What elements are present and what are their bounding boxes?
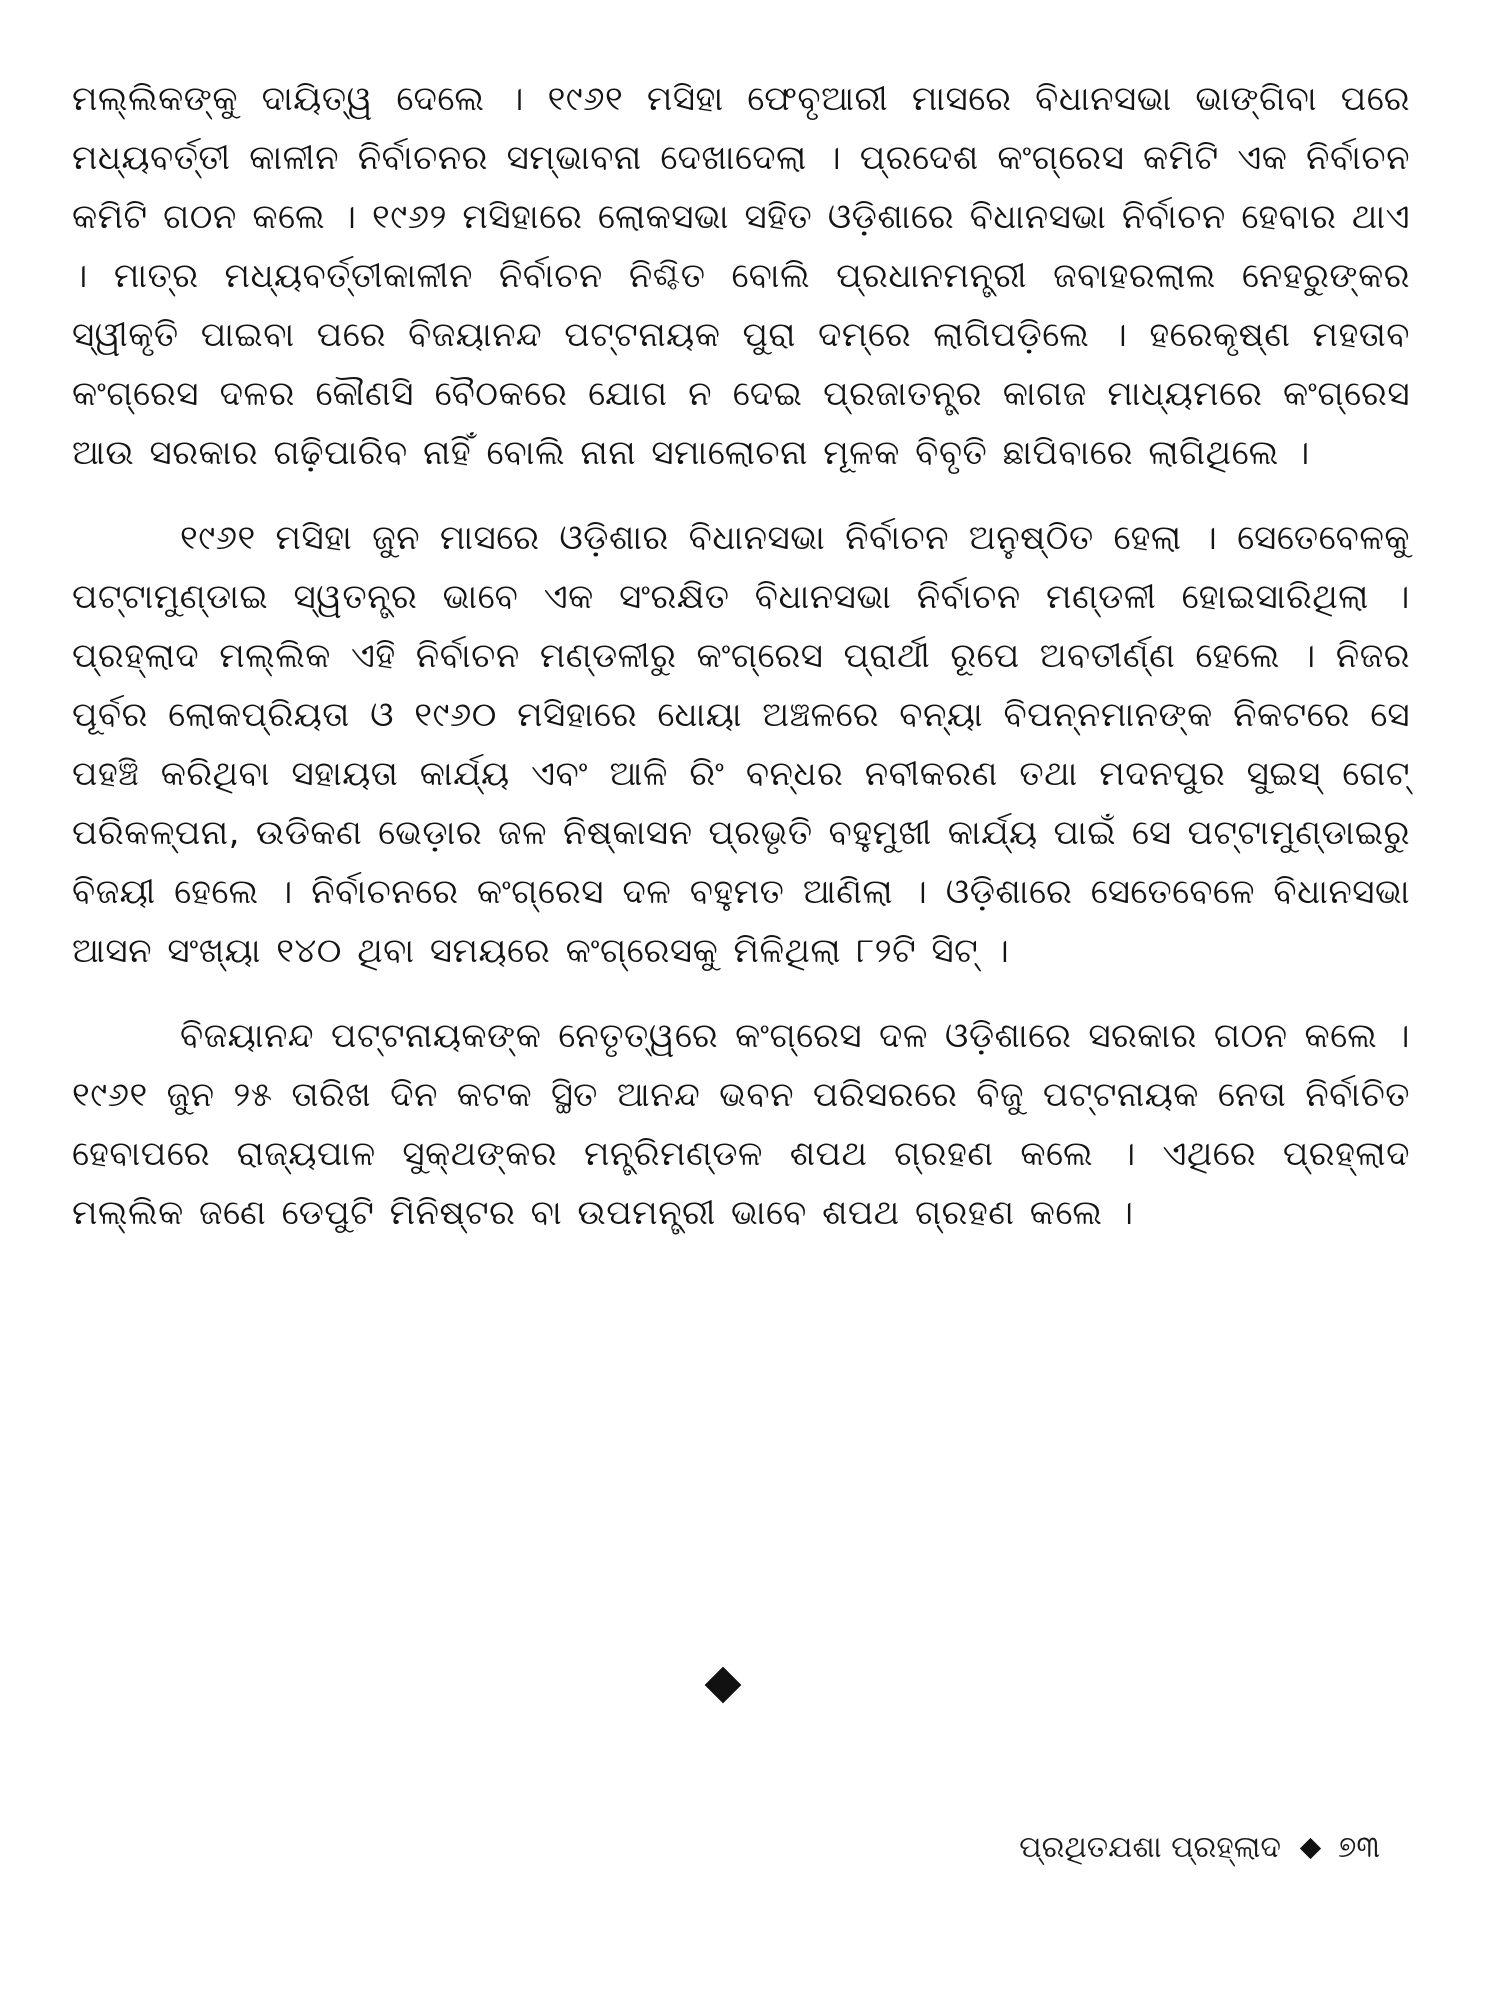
paragraph-3: ବିଜୟାନନ୍ଦ ପଟ୍ଟନାୟକଙ୍କ ନେତୃତ୍ୱରେ କଂଗ୍ରେସ ଦଳ ଓଡ଼ିଶାରେ ସରକାର ଗଠନ କଲେ । ୧୯୬୧ ଜୁନ ୨୫ ତାରିଖ ଦିନ କଟକ ସ୍ଥିତ ଆନନ୍ଦ ଭବନ ପରିସରରେ ବିଜୁ ପଟ୍ଟନାୟକ ନେତା ନିର୍ବାଚିତ ହେବାପରେ ରାଜ୍ୟପାଳ ସୁକ୍ଥଙ୍କର ମନ୍ତ୍ରିମଣ୍ଡଳ ଶପଥ ଗ୍ରହଣ କଲେ । ଏଥିରେ ପ୍ରହ୍ଲାଦ ମଲ୍ଲିକ ଜଣେ ଡେପୁଟି ମିନିଷ୍ଟର ବା ଉପମନ୍ତ୍ରୀ ଭାବେ ଶପଥ ଗ୍ରହଣ କଲେ ।: [72, 1016, 1410, 1233]
paragraph-2: ୧୯୬୧ ମସିହା ଜୁନ ମାସରେ ଓଡ଼ିଶାର ବିଧାନସଭା ନିର୍ବାଚନ ଅନୁଷ୍ଠିତ ହେଲା । ସେତେବେଳକୁ ପଟ୍ଟାମୁଣ୍ଡାଇ ସ୍ୱତନ୍ତ୍ର ଭାବେ ଏକ ସଂରକ୍ଷିତ ବିଧାନସଭା ନିର୍ବାଚନ ମଣ୍ଡଳୀ ହୋଇସାରିଥିଲା । ପ୍ରହ୍ଲାଦ ମଲ୍ଲିକ ଏହି ନିର୍ବାଚନ ମଣ୍ଡଳୀରୁ କଂଗ୍ରେସ ପ୍ରାର୍ଥୀ ରୂପେ ଅବତୀର୍ଣ୍ଣ ହେଲେ । ନିଜର ପୂର୍ବର ଲୋକପ୍ରିୟତା ଓ ୧୯୬୦ ମସିହାରେ ଧୋୟା ଅଞ୍ଚଳରେ ବନ୍ୟା ବିପନ୍ନମାନଙ୍କ ନିକଟରେ ସେ ପହଞ୍ଚି କରିଥିବା ସହାୟତା କାର୍ଯ୍ୟ ଏବଂ ଆଳି ରିଂ ବନ୍ଧର ନବୀକରଣ ତଥା ମଦନପୁର ସୁଇସ୍ ଗେଟ୍ ପରିକଳ୍ପନା, ଉଡିକଣ ଭେଡ଼ାର ଜଳ ନିଷ୍କାସନ ପ୍ରଭୃତି ବହୁମୁଖୀ କାର୍ଯ୍ୟ ପାଇଁ ସେ ପଟ୍ଟାମୁଣ୍ଡାଇରୁ ବିଜୟୀ ହେଲେ । ନିର୍ବାଚନରେ କଂଗ୍ରେସ ଦଳ ବହୁମତ ଆଣିଲା । ଓଡ଼ିଶାରେ ସେତେବେଳେ ବିଧାନସଭା ଆସନ ସଂଖ୍ୟା ୧୪୦ ଥିବା ସମୟରେ କଂଗ୍ରେସକୁ ମିଳିଥିଲା ୮୨ଟି ସିଟ୍ ।: [72, 518, 1410, 971]
paragraph-1: ମଲ୍ଲିକଙ୍କୁ ଦାୟିତ୍ୱ ଦେଲେ । ୧୯୬୧ ମସିହା ଫେବୃଆରୀ ମାସରେ ବିଧାନସଭା ଭାଙ୍ଗିବା ପରେ ମଧ୍ୟବର୍ତ୍ତୀ କାଳୀନ ନିର୍ବାଚନର ସମ୍ଭାବନା ଦେଖାଦେଲା । ପ୍ରଦେଶ କଂଗ୍ରେସ କମିଟି ଏକ ନିର୍ବାଚନ କମିଟି ଗଠନ କଲେ । ୧୯୬୨ ମସିହାରେ ଲୋକସଭା ସହିତ ଓଡ଼ିଶାରେ ବିଧାନସଭା ନିର୍ବାଚନ ହେବାର ଥାଏ । ମାତ୍ର ମଧ୍ୟବର୍ତ୍ତୀକାଳୀନ ନିର୍ବାଚନ ନିଶ୍ଚିତ ବୋଲି ପ୍ରଧାନମନ୍ତ୍ରୀ ଜବାହରଲାଲ ନେହରୁଙ୍କର ସ୍ୱୀକୃତି ପାଇବା ପରେ ବିଜୟାନନ୍ଦ ପଟ୍ଟନାୟକ ପୁରା ଦମ୍‌ରେ ଲାଗିପଡ଼ିଲେ । ହରେକୃଷ୍ଣ ମହତାବ କଂଗ୍ରେସ ଦଳର କୌଣସି ବୈଠକରେ ଯୋଗ ନ ଦେଇ ପ୍ରଜାତନ୍ତ୍ର କାଗଜ ମାଧ୍ୟମରେ କଂଗ୍ରେସ ଆଉ ସରକାର ଗଢ଼ିପାରିବ ନାହିଁ ବୋଲି ନାନା ସମାଲୋଚନା ମୂଳକ ବିବୃତି ଛାପିବାରେ ଲାଗିଥିଲେ ।: [72, 79, 1410, 473]
page-footer: [1019, 1828, 1380, 1868]
section-end-diamond-icon: [705, 1667, 742, 1704]
body-text: [72, 70, 1410, 1269]
footer-book-title: ପ୍ରଥିତଯଶା ପ୍ରହ୍ଲାଦ: [1019, 1830, 1282, 1865]
footer-page-number: ୭୩: [1338, 1830, 1380, 1865]
footer-diamond-icon: [1300, 1837, 1321, 1858]
